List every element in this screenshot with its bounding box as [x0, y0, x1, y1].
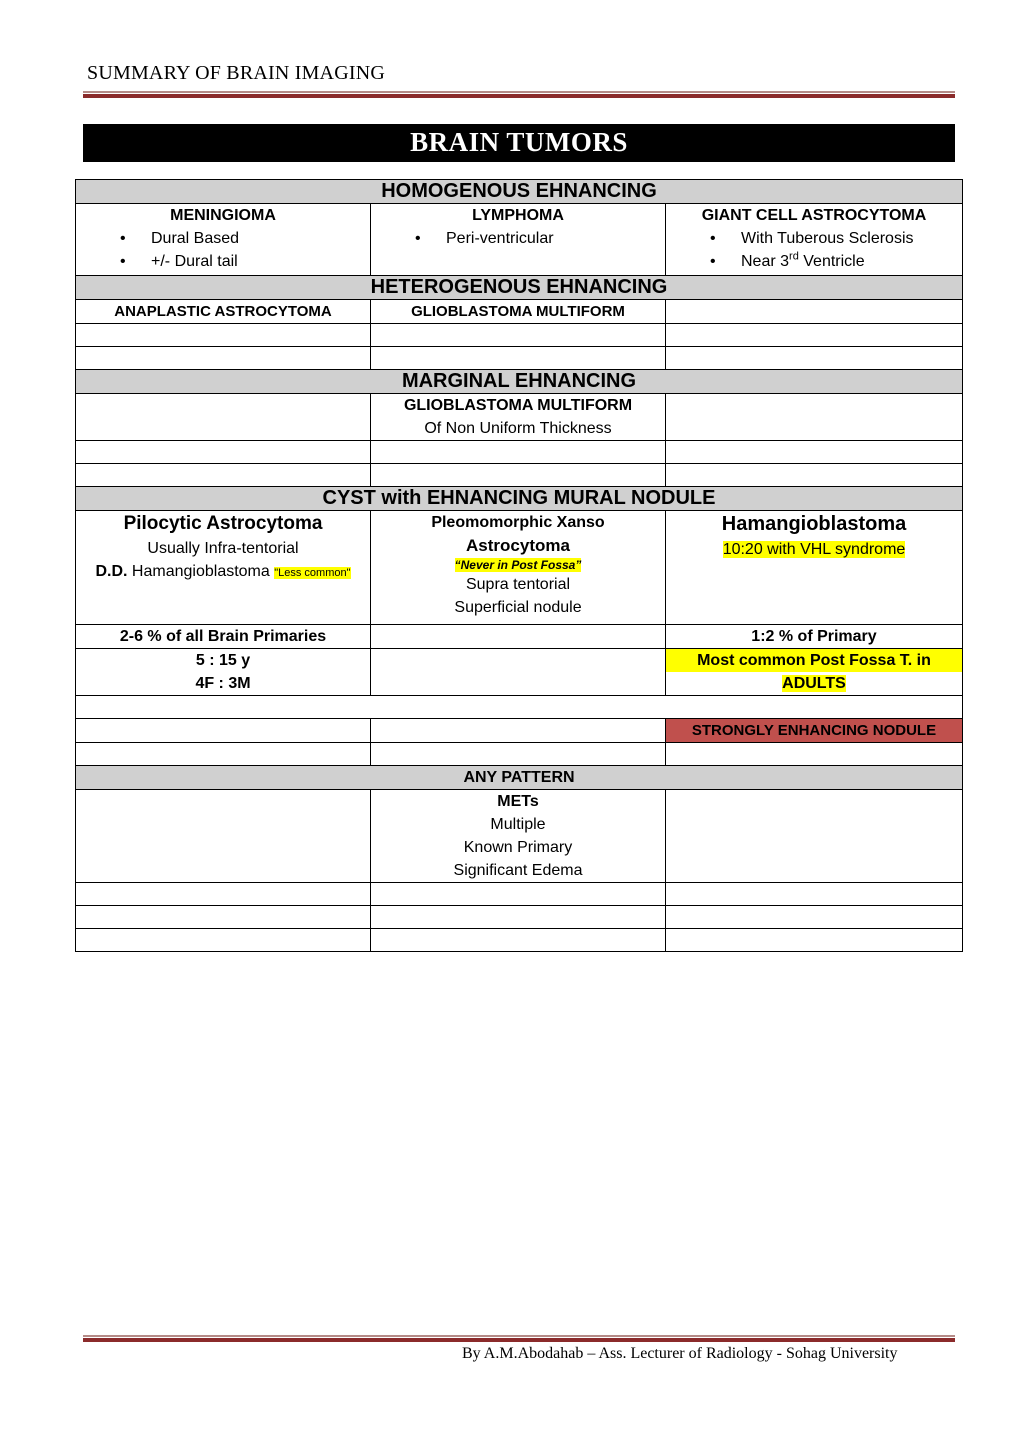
mets-item: Known Primary [463, 839, 573, 856]
hamangioblastoma-cell [666, 511, 963, 625]
pilocytic-sex-ratio: 4F : 3M [195, 675, 251, 692]
section-banner: BRAIN TUMORS [83, 124, 955, 162]
cyst-content-row [76, 511, 963, 625]
nodule-row [76, 719, 963, 743]
cyst-heading-row [76, 487, 963, 511]
less-common-note: "Less common" [274, 567, 351, 579]
meningioma-item: • Dural Based [80, 227, 366, 250]
empty-row [76, 464, 963, 487]
any-pattern-heading-row [76, 766, 963, 790]
giant-cell-cell [666, 204, 963, 276]
pilocytic-age-cell [76, 649, 371, 696]
header-rule-thin [83, 91, 955, 93]
adults-note: ADULTS [782, 675, 846, 692]
homogenous-content-row [76, 204, 963, 276]
heterogenous-heading-row [76, 276, 963, 300]
lymphoma-title: LYMPHOMA [472, 207, 564, 224]
giant-cell-title: GIANT CELL ASTROCYTOMA [701, 207, 927, 224]
empty-row [76, 906, 963, 929]
heterogenous-heading: HETEROGENOUS EHNANCING [76, 276, 963, 300]
pleomorphic-title-2: Astrocytoma [466, 536, 570, 555]
marginal-heading: MARGINAL EHNANCING [76, 370, 963, 394]
marginal-heading-row [76, 370, 963, 394]
empty-row [76, 347, 963, 370]
homogenous-heading: HOMOGENOUS EHNANCING [76, 180, 963, 204]
never-post-fossa-note: “Never in Post Fossa” [454, 558, 582, 572]
empty-row [76, 883, 963, 906]
pilocytic-cell [76, 511, 371, 625]
pleomorphic-line: Superficial nodule [454, 599, 582, 616]
pilocytic-dd: D.D. Hamangioblastoma "Less common" [95, 563, 351, 580]
glioblastoma-hetero: GLIOBLASTOMA MULTIFORM [371, 300, 666, 324]
pleomorphic-title-1: Pleomomorphic Xanso [431, 514, 605, 531]
vhl-note: 10:20 with VHL syndrome [722, 541, 906, 558]
mets-title: METs [497, 793, 539, 810]
glioblastoma-marginal-cell [371, 394, 666, 441]
cyst-heading: CYST with EHNANCING MURAL NODULE [76, 487, 963, 511]
empty-row [76, 696, 963, 719]
pleomorphic-cell [371, 511, 666, 625]
mets-item: Multiple [490, 816, 546, 833]
footer-rule-thin [83, 1335, 955, 1337]
mets-cell [371, 790, 666, 883]
pilocytic-stat: 2-6 % of all Brain Primaries [76, 625, 371, 649]
mets-item: Significant Edema [453, 862, 583, 879]
cyst-stat-row [76, 625, 963, 649]
brain-tumors-table [75, 179, 963, 952]
footer-rule-thick [83, 1338, 955, 1342]
mets-content-row [76, 790, 963, 883]
post-fossa-note: Most common Post Fossa T. in [666, 649, 962, 672]
meningioma-item: • +/- Dural tail [80, 250, 366, 273]
pilocytic-title: Pilocytic Astrocytoma [123, 513, 323, 534]
lymphoma-cell [371, 204, 666, 276]
heterogenous-content-row [76, 300, 963, 324]
empty-row [76, 441, 963, 464]
empty-row [76, 324, 963, 347]
pilocytic-line: Usually Infra-tentorial [147, 540, 299, 557]
any-pattern-heading: ANY PATTERN [76, 766, 963, 790]
glioblastoma-marginal-title: GLIOBLASTOMA MULTIFORM [403, 397, 633, 414]
giant-cell-item: • Near 3rd Ventricle [670, 250, 958, 273]
document-header-title: SUMMARY OF BRAIN IMAGING [87, 62, 385, 84]
post-fossa-cell [666, 649, 963, 696]
meningioma-cell [76, 204, 371, 276]
anaplastic-astrocytoma: ANAPLASTIC ASTROCYTOMA [76, 300, 371, 324]
header-rule-thick [83, 94, 955, 98]
meningioma-title: MENINGIOMA [170, 207, 276, 224]
pilocytic-age: 5 : 15 y [195, 652, 251, 669]
glioblastoma-marginal-sub: Of Non Uniform Thickness [424, 420, 612, 437]
homogenous-heading-row [76, 180, 963, 204]
hamangioblastoma-title: Hamangioblastoma [721, 513, 907, 535]
pleomorphic-line: Supra tentorial [465, 576, 571, 593]
giant-cell-item: • With Tuberous Sclerosis [670, 227, 958, 250]
hamangioblastoma-stat: 1:2 % of Primary [666, 625, 963, 649]
cyst-stat-row-2 [76, 649, 963, 696]
lymphoma-item: • Peri-ventricular [375, 227, 661, 250]
marginal-content-row [76, 394, 963, 441]
strongly-enhancing-nodule: STRONGLY ENHANCING NODULE [666, 719, 963, 743]
empty-row [76, 743, 963, 766]
empty-row [76, 929, 963, 952]
footer-credit: By A.M.Abodahab – Ass. Lecturer of Radiology - Sohag University [462, 1345, 898, 1362]
